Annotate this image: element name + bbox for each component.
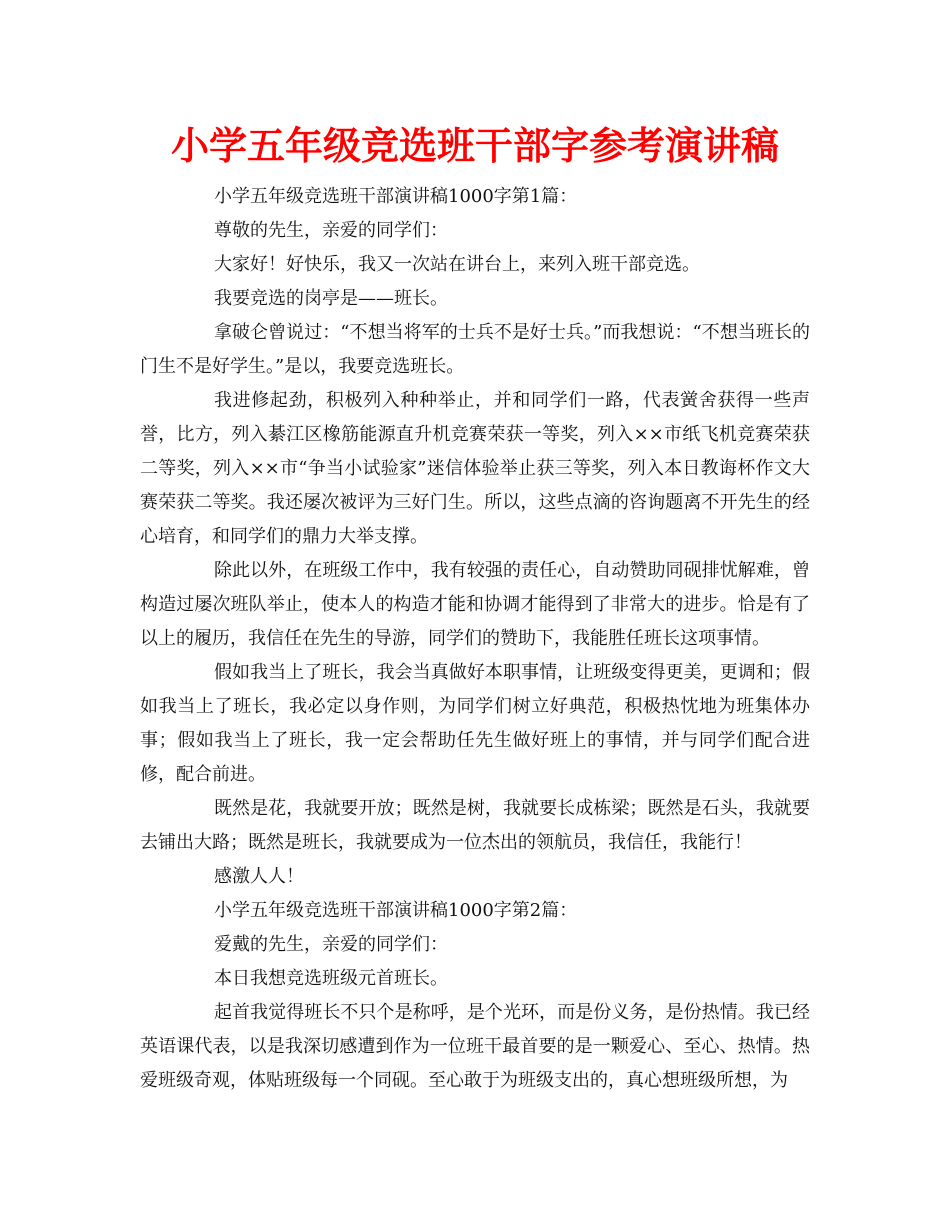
paragraph: 起首我觉得班长不只个是称呼，是个光环，而是份义务，是份热情。我已经英语课代表，以是我深切感遭到作为一位班干最首要的是一颗爱心、至心、热情。热爱班级奇观，体贴班级每一个同砚。至心敢于为班级支出的，真心想班级所想，为 bbox=[140, 1002, 810, 1091]
paragraph: 感激人人！ bbox=[214, 866, 304, 887]
paragraph: 尊敬的先生，亲爱的同学们： bbox=[214, 220, 448, 241]
paragraph: 拿破仑曾说过：“不想当将军的士兵不是好士兵。”而我想说：“不想当班长的门生不是好学生。”是以，我要竞选班长。 bbox=[140, 322, 810, 377]
paragraph: 爱戴的先生，亲爱的同学们： bbox=[214, 934, 448, 955]
paragraph: 我进修起劲，积极列入种种举止，并和同学们一路，代表黉舍获得一些声誉，比方，列入綦江区橡筋能源直升机竞赛荣获一等奖，列入××市纸飞机竞赛荣获二等奖，列入××市“争当小试验家”迷信体验举止获三等奖，列入本日教诲杯作文大赛荣获二等奖。我还屡次被评为三好门生。所以，这些点滴的咨询题离不开先生的经心培育，和同学们的鼎力大举支撑。 bbox=[140, 390, 810, 547]
paragraph: 小学五年级竞选班干部演讲稿1000字第1篇： bbox=[214, 186, 578, 207]
paragraph: 除此以外，在班级工作中，我有较强的责任心，自动赞助同砚排忧解难，曾构造过屡次班队举止，使本人的构造才能和协调才能得到了非常大的进步。恰是有了以上的履历，我信任在先生的导游，同学们的赞助下，我能胜任班长这项事情。 bbox=[140, 560, 810, 649]
document-title: 小学五年级竞选班干部字参考演讲稿 bbox=[170, 124, 779, 168]
paragraph: 我要竞选的岗亭是——班长。 bbox=[214, 288, 448, 309]
paragraph: 小学五年级竞选班干部演讲稿1000字第2篇： bbox=[214, 900, 578, 921]
document-body bbox=[140, 180, 810, 1098]
paragraph: 本日我想竞选班级元首班长。 bbox=[214, 968, 448, 989]
paragraph: 大家好！好快乐，我又一次站在讲台上，来列入班干部竞选。 bbox=[214, 254, 700, 275]
paragraph: 假如我当上了班长，我会当真做好本职事情，让班级变得更美，更调和；假如我当上了班长，我必定以身作则，为同学们树立好典范，积极热忱地为班集体办事；假如我当上了班长，我一定会帮助任先生做好班上的事情，并与同学们配合进修，配合前进。 bbox=[140, 662, 810, 785]
paragraph: 既然是花，我就要开放；既然是树，我就要长成栋梁；既然是石头，我就要去铺出大路；既然是班长，我就要成为一位杰出的领航员，我信任，我能行！ bbox=[140, 798, 810, 853]
